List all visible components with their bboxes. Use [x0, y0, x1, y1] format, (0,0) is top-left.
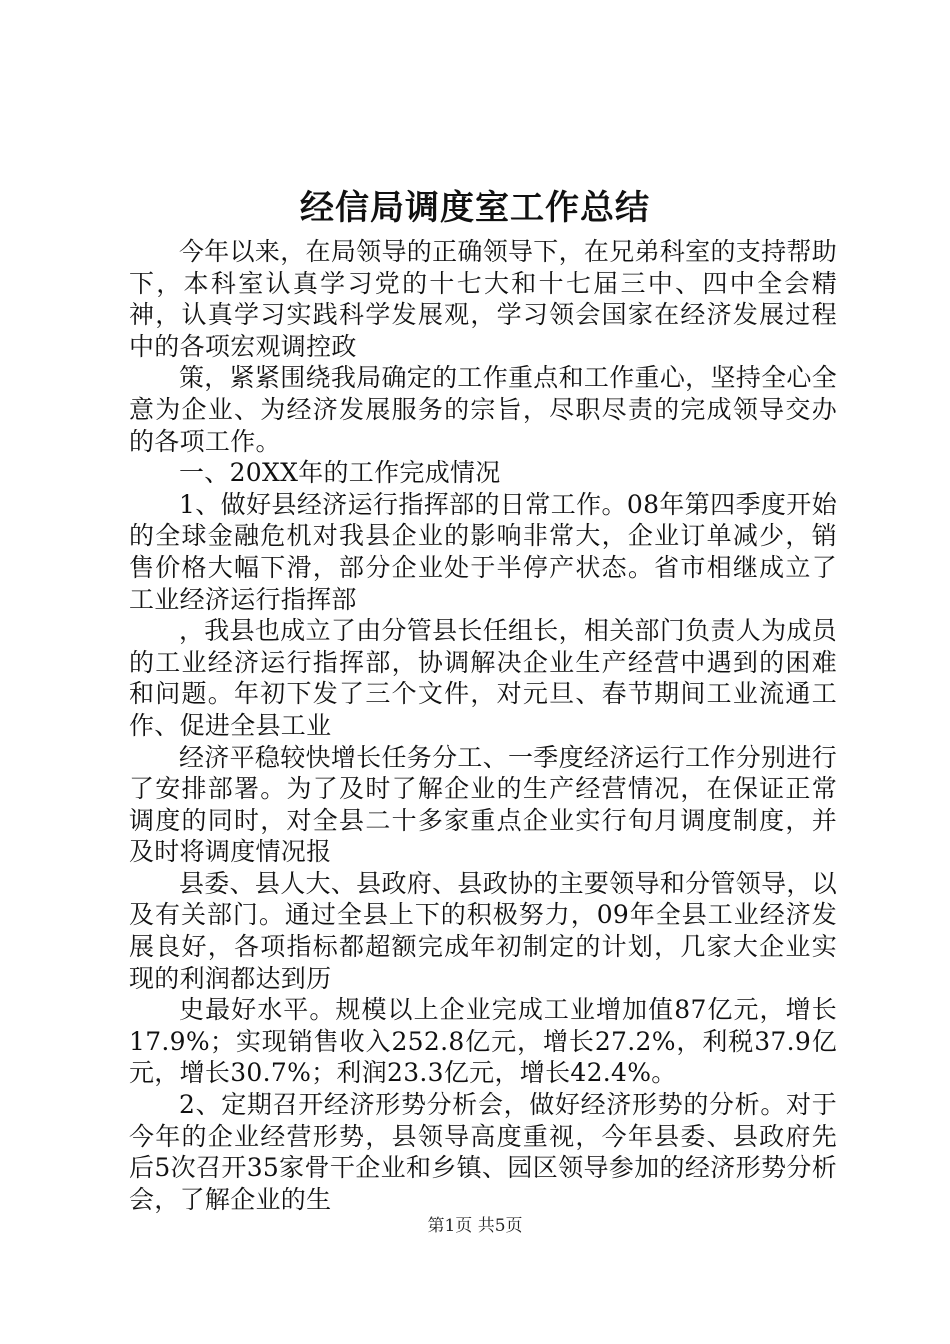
section-heading: 一、20XX年的工作完成情况 — [179, 458, 501, 488]
paragraph: 2、定期召开经济形势分析会，做好经济形势的分析。对于今年的企业经营形势，县领导高度重视，今年县委、县政府先后5次召开35家骨干企业和乡镇、园区领导参加的经济形势分析会，了解企业的生 — [129, 1090, 837, 1214]
paragraph: ，我县也成立了由分管县长任组长，相关部门负责人为成员的工业经济运行指挥部，协调解决企业生产经营中遇到的困难和问题。年初下发了三个文件，对元旦、春节期间工业流通工作、促进全县工业 — [129, 616, 837, 740]
document-body — [129, 236, 837, 1215]
paragraph: 今年以来，在局领导的正确领导下，在兄弟科室的支持帮助下，本科室认真学习党的十七大和十七届三中、四中全会精神，认真学习实践科学发展观，学习领会国家在经济发展过程中的各项宏观调控政 — [129, 237, 837, 361]
document-title: 经信局调度室工作总结 — [300, 188, 650, 228]
paragraph: 县委、县人大、县政府、县政协的主要领导和分管领导，以及有关部门。通过全县上下的积极努力，09年全县工业经济发展良好，各项指标都超额完成年初制定的计划，几家大企业实现的利润都达到历 — [129, 868, 837, 993]
paragraph: 策，紧紧围绕我局确定的工作重点和工作重心，坚持全心全意为企业、为经济发展服务的宗旨，尽职尽责的完成领导交办的各项工作。 — [129, 363, 837, 456]
page-footer: 第1页 共5页 — [427, 1216, 523, 1236]
paragraph: 经济平稳较快增长任务分工、一季度经济运行工作分别进行了安排部署。为了及时了解企业的生产经营情况，在保证正常调度的同时，对全县二十多家重点企业实行旬月调度制度，并及时将调度情况报 — [129, 742, 837, 867]
paragraph: 1、做好县经济运行指挥部的日常工作。08年第四季度开始的全球金融危机对我县企业的影响非常大，企业订单减少，销售价格大幅下滑，部分企业处于半停产状态。省市相继成立了工业经济运行指挥部 — [129, 489, 837, 614]
paragraph: 史最好水平。规模以上企业完成工业增加值87亿元，增长17.9%；实现销售收入252.8亿元，增长27.2%，利税37.9亿元，增长30.7%；利润23.3亿元，增长42.4%。 — [129, 995, 837, 1088]
